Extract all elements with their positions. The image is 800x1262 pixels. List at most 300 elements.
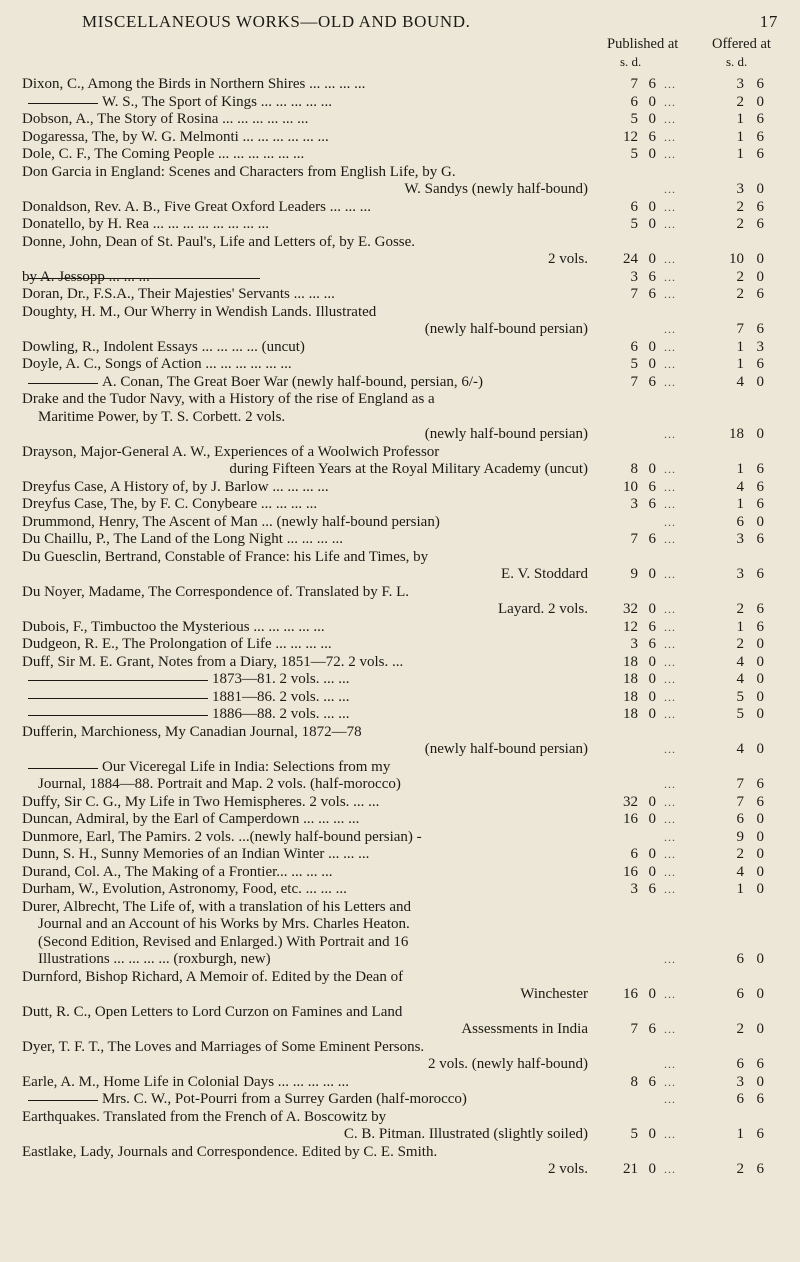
entry-line — [22, 374, 784, 392]
catalogue-entry — [22, 899, 784, 969]
offered-shillings: 7 — [736, 321, 744, 337]
entry-text: (newly half-bound persian) — [424, 741, 588, 757]
offered-shillings: 2 — [736, 636, 744, 652]
entry-text: Layard. 2 vols. — [498, 601, 588, 617]
entry-line — [22, 321, 784, 339]
offered-pence: 6 — [756, 321, 764, 337]
leader-dots: ... — [664, 199, 676, 214]
published-shillings — [614, 829, 638, 847]
entry-line — [22, 1144, 784, 1162]
leader-dots: ... — [664, 812, 676, 826]
leader-dots: ... — [664, 112, 676, 126]
published-shillings: 5 — [630, 146, 638, 162]
leader-dots: ... — [664, 742, 676, 756]
entry-text: Dobson, A., The Story of Rosina ... ... ... ... ... ... — [22, 111, 309, 127]
catalogue-entry — [22, 846, 784, 864]
entry-line — [22, 514, 784, 532]
entry-line — [22, 1056, 784, 1074]
catalogue-entry — [22, 356, 784, 374]
entry-text: by A. Jessopp ... ... ... — [22, 269, 588, 287]
entry-text: Earle, A. M., Home Life in Colonial Days ... ... ... ... ... — [22, 1073, 350, 1090]
offered-shillings: 1 — [736, 1126, 744, 1142]
leader-dots: ... — [664, 374, 676, 389]
entry-text: Dyer, T. F. T., The Loves and Marriages of Some Eminent Persons. — [22, 1038, 425, 1055]
offered-shillings: 7 — [736, 776, 744, 792]
offered-shillings: 2 — [736, 1161, 744, 1177]
published-pence: 6 — [648, 268, 656, 285]
offered-shillings: 2 — [736, 216, 744, 232]
offered-pence: 0 — [756, 881, 764, 897]
leader-dots: ... — [664, 689, 676, 704]
entry-line — [22, 619, 784, 637]
published-pence: 0 — [648, 793, 656, 810]
offered-pence: 0 — [756, 426, 764, 442]
entry-line — [22, 251, 784, 269]
leader-dots: ... — [664, 847, 676, 861]
published-pence: 6 — [648, 531, 656, 547]
entry-text: Dreyfus Case, The, by F. C. Conybeare ... ... ... ... — [22, 496, 318, 512]
entry-line — [22, 129, 784, 147]
catalogue-entry — [22, 111, 784, 129]
offered-shillings: 3 — [736, 76, 744, 92]
published-shillings — [614, 181, 638, 199]
entry-text: Dunmore, Earl, The Pamirs. 2 vols. ...(newly half-bound persian) - — [22, 828, 422, 845]
offered-shillings: 6 — [736, 986, 744, 1002]
leader-dots: ... — [664, 637, 676, 651]
published-shillings: 10 — [623, 478, 638, 495]
leader-dots: ... — [664, 497, 676, 511]
offered-shillings: 3 — [736, 181, 744, 197]
entry-text: A. Conan, The Great Boer War (newly half-bound, persian, 6/-) — [22, 374, 588, 392]
entry-line — [22, 741, 784, 759]
entry-text: Journal and an Account of his Works by Mrs. Charles Heaton. — [38, 916, 410, 932]
published-pence: 0 — [648, 811, 656, 827]
published-shillings: 12 — [623, 618, 638, 635]
offered-pence: 6 — [756, 531, 764, 547]
published-shillings — [614, 776, 638, 794]
entry-text: Duffy, Sir C. G., My Life in Two Hemispheres. 2 vols. ... ... — [22, 793, 380, 810]
published-shillings: 8 — [630, 1073, 638, 1090]
offered-pence: 6 — [756, 1091, 764, 1107]
entry-text: Eastlake, Lady, Journals and Correspondence. Edited by C. E. Smith. — [22, 1143, 438, 1160]
offered-pence: 0 — [756, 671, 764, 687]
entry-line — [22, 531, 784, 549]
published-pence — [642, 776, 656, 794]
leader-dots: ... — [664, 829, 676, 844]
entry-text: Doyle, A. C., Songs of Action ... ... ... ... ... ... — [22, 356, 292, 372]
published-shillings — [614, 1056, 638, 1074]
leader-dots: ... — [664, 654, 676, 669]
entry-text: Du Noyer, Madame, The Correspondence of. Translated by F. L. — [22, 583, 410, 600]
published-pence: 0 — [648, 846, 656, 862]
offered-pence: 0 — [756, 846, 764, 862]
offered-shillings: 3 — [736, 1073, 744, 1090]
entry-line — [22, 549, 784, 567]
catalogue-entry — [22, 811, 784, 829]
catalogue-entry — [22, 1144, 784, 1179]
published-pence: 0 — [648, 566, 656, 582]
offered-pence: 0 — [756, 706, 764, 722]
entry-line — [22, 199, 784, 217]
published-pence: 6 — [648, 128, 656, 145]
offered-shillings: 4 — [736, 863, 744, 880]
column-headers — [22, 36, 784, 76]
published-shillings: 8 — [630, 461, 638, 477]
leader-dots: ... — [664, 1022, 676, 1036]
entry-text: Don Garcia in England: Scenes and Characters from English Life, by G. — [22, 163, 456, 180]
catalogue-entry — [22, 549, 784, 584]
entry-text: Earthquakes. Translated from the French of A. Boscowitz by — [22, 1108, 387, 1125]
published-shillings — [614, 951, 638, 969]
entry-line — [22, 846, 784, 864]
entry-line — [22, 269, 784, 287]
leader-dots: ... — [664, 619, 676, 634]
entry-line — [22, 339, 784, 357]
published-pence: 0 — [648, 356, 656, 372]
catalogue-entry — [22, 689, 784, 707]
leader-dots: ... — [664, 322, 676, 336]
entry-line — [22, 951, 784, 969]
catalogue-entry — [22, 1091, 784, 1109]
catalogue-entry — [22, 864, 784, 882]
published-shillings: 32 — [623, 601, 638, 617]
published-pence: 0 — [648, 146, 656, 162]
leader-dots: ... — [664, 427, 676, 441]
published-shillings: 6 — [630, 198, 638, 215]
catalogue-entry — [22, 129, 784, 147]
catalogue-entry — [22, 724, 784, 759]
leader-dots: ... — [664, 182, 676, 196]
leader-dots: ... — [664, 567, 676, 581]
leader-dots: ... — [664, 479, 676, 494]
published-shillings: 24 — [623, 251, 638, 267]
published-pence: 0 — [648, 111, 656, 127]
offered-pence: 0 — [756, 268, 764, 285]
entry-line — [22, 1109, 784, 1127]
entry-text: Dutt, R. C., Open Letters to Lord Curzon on Famines and Land — [22, 1003, 403, 1020]
published-pence — [642, 951, 656, 969]
offered-shillings: 4 — [736, 671, 744, 687]
entry-list — [22, 76, 784, 1179]
entry-text: Dole, C. F., The Coming People ... ... ... ... ... ... — [22, 146, 305, 162]
leader-dots: ... — [664, 94, 676, 109]
entry-text: Du Guesclin, Bertrand, Constable of France: his Life and Times, by — [22, 548, 429, 565]
catalogue-entry — [22, 531, 784, 549]
published-shillings — [614, 741, 638, 759]
published-units: s. d. — [620, 54, 642, 69]
published-pence: 0 — [648, 338, 656, 355]
offered-shillings: 5 — [736, 688, 744, 705]
offered-shillings: 4 — [736, 653, 744, 670]
offered-shillings: 6 — [736, 1056, 744, 1072]
entry-line — [22, 216, 784, 234]
published-pence: 6 — [648, 636, 656, 652]
offered-pence: 0 — [756, 513, 764, 530]
entry-text: Winchester — [520, 986, 588, 1002]
published-pence: 0 — [648, 671, 656, 687]
offered-shillings: 1 — [736, 618, 744, 635]
published-pence: 0 — [648, 93, 656, 110]
entry-text: Dudgeon, R. E., The Prolongation of Life ... ... ... ... — [22, 636, 332, 652]
leader-dots: ... — [664, 707, 676, 721]
offered-pence: 6 — [756, 461, 764, 477]
leader-dots: ... — [664, 1162, 676, 1176]
offered-pence: 6 — [756, 286, 764, 302]
published-pence — [642, 1056, 656, 1074]
catalogue-entry — [22, 514, 784, 532]
offered-shillings: 1 — [736, 146, 744, 162]
leader-dots: ... — [664, 777, 676, 791]
entry-line — [22, 94, 784, 112]
entry-line — [22, 706, 784, 724]
published-pence: 0 — [648, 688, 656, 705]
entry-line — [22, 356, 784, 374]
catalogue-entry — [22, 339, 784, 357]
entry-text: Dubois, F., Timbuctoo the Mysterious ... ... ... ... ... — [22, 618, 325, 635]
catalogue-entry — [22, 479, 784, 497]
offered-pence: 0 — [756, 93, 764, 110]
catalogue-entry — [22, 391, 784, 444]
offered-pence: 0 — [756, 811, 764, 827]
catalogue-entry — [22, 199, 784, 217]
offered-pence: 0 — [756, 373, 764, 390]
catalogue-entry — [22, 829, 784, 847]
published-pence: 6 — [648, 1073, 656, 1090]
entry-text: Drake and the Tudor Navy, with a History of the rise of England as a — [22, 391, 435, 407]
entry-text: (Second Edition, Revised and Enlarged.) With Portrait and 16 — [38, 933, 409, 950]
leader-dots: ... — [664, 514, 676, 529]
entry-line — [22, 776, 784, 794]
catalogue-entry — [22, 496, 784, 514]
leader-dots: ... — [664, 77, 676, 91]
catalogue-entry — [22, 636, 784, 654]
published-pence: 0 — [648, 251, 656, 267]
entry-text: Dunn, S. H., Sunny Memories of an Indian Winter ... ... ... — [22, 846, 370, 862]
published-shillings — [614, 426, 638, 444]
offered-shillings: 1 — [736, 356, 744, 372]
offered-shillings: 4 — [736, 741, 744, 757]
catalogue-entry — [22, 1109, 784, 1144]
leader-dots: ... — [664, 269, 676, 284]
entry-line — [22, 1091, 784, 1109]
catalogue-entry — [22, 881, 784, 899]
published-pence: 6 — [648, 373, 656, 390]
leader-dots: ... — [664, 987, 676, 1001]
published-shillings: 6 — [630, 338, 638, 355]
published-pence — [642, 741, 656, 759]
entry-line — [22, 566, 784, 584]
leader-dots: ... — [664, 462, 676, 476]
published-shillings: 7 — [630, 531, 638, 547]
entry-text: Duncan, Admiral, by the Earl of Camperdown ... ... ... ... — [22, 811, 360, 827]
entry-line — [22, 76, 784, 94]
entry-line — [22, 444, 784, 462]
entry-line — [22, 286, 784, 304]
entry-line — [22, 899, 784, 917]
offered-pence: 0 — [756, 251, 764, 267]
entry-text: (newly half-bound persian) — [424, 321, 588, 337]
published-shillings: 6 — [630, 846, 638, 862]
entry-text: 2 vols. — [547, 1161, 588, 1177]
entry-line — [22, 164, 784, 182]
offered-pence: 0 — [756, 986, 764, 1002]
published-shillings: 16 — [623, 986, 638, 1002]
offered-pence: 0 — [756, 181, 764, 197]
offered-shillings: 1 — [736, 338, 744, 355]
leader-dots: ... — [664, 357, 676, 371]
catalogue-entry — [22, 269, 784, 287]
published-shillings: 7 — [630, 286, 638, 302]
published-column-header: Published at — [607, 36, 679, 52]
offered-shillings: 6 — [736, 811, 744, 827]
offered-pence: 6 — [756, 496, 764, 512]
offered-pence: 6 — [756, 198, 764, 215]
offered-pence: 6 — [756, 618, 764, 635]
entry-text: Illustrations ... ... ... ... (roxburgh, new) — [38, 951, 271, 967]
offered-pence: 6 — [756, 128, 764, 145]
entry-line — [22, 811, 784, 829]
published-pence: 0 — [648, 863, 656, 880]
offered-shillings: 3 — [736, 531, 744, 547]
published-shillings — [614, 514, 638, 532]
offered-shillings: 1 — [736, 496, 744, 512]
offered-shillings: 3 — [736, 566, 744, 582]
published-shillings: 6 — [630, 93, 638, 110]
published-pence — [642, 321, 656, 339]
leader-dots: ... — [664, 1092, 676, 1106]
entry-line — [22, 671, 784, 689]
catalogue-entry — [22, 76, 784, 94]
offered-pence: 6 — [756, 356, 764, 372]
entry-line — [22, 759, 784, 777]
entry-text: Durham, W., Evolution, Astronomy, Food, etc. ... ... ... — [22, 881, 347, 897]
entry-line — [22, 496, 784, 514]
leader-dots: ... — [664, 952, 676, 966]
entry-text: Doran, Dr., F.S.A., Their Majesties' Servants ... ... ... — [22, 286, 335, 302]
entry-text: Mrs. C. W., Pot-Pourri from a Surrey Garden (half-morocco) — [22, 1091, 588, 1109]
entry-text: Donatello, by H. Rea ... ... ... ... ... ... ... ... — [22, 216, 270, 232]
published-shillings: 16 — [623, 811, 638, 827]
leader-dots: ... — [664, 1074, 676, 1089]
catalogue-entry — [22, 216, 784, 234]
catalogue-entry — [22, 444, 784, 479]
entry-line — [22, 111, 784, 129]
entry-line — [22, 794, 784, 812]
catalogue-entry — [22, 1004, 784, 1039]
published-shillings: 9 — [630, 566, 638, 582]
entry-text: Donne, John, Dean of St. Paul's, Life and Letters of, by E. Gosse. — [22, 233, 416, 250]
published-pence: 6 — [648, 881, 656, 897]
offered-pence: 6 — [756, 216, 764, 232]
offered-pence: 6 — [756, 776, 764, 792]
entry-text: E. V. Stoddard — [501, 566, 588, 582]
offered-shillings: 2 — [736, 93, 744, 110]
published-shillings: 32 — [623, 793, 638, 810]
published-pence — [642, 514, 656, 532]
published-shillings: 5 — [630, 356, 638, 372]
offered-shillings: 1 — [736, 881, 744, 897]
catalogue-entry — [22, 234, 784, 269]
offered-pence: 0 — [756, 688, 764, 705]
entry-line — [22, 146, 784, 164]
offered-shillings: 2 — [736, 268, 744, 285]
published-pence: 0 — [648, 216, 656, 232]
leader-dots: ... — [664, 1127, 676, 1141]
entry-line — [22, 181, 784, 199]
leader-dots: ... — [664, 864, 676, 879]
catalogue-entry — [22, 1074, 784, 1092]
catalogue-entry — [22, 794, 784, 812]
offered-shillings: 7 — [736, 793, 744, 810]
published-pence: 6 — [648, 618, 656, 635]
entry-text: 1886—88. 2 vols. ... ... — [22, 706, 588, 724]
offered-shillings: 2 — [736, 846, 744, 862]
offered-pence: 6 — [756, 793, 764, 810]
catalogue-entry — [22, 759, 784, 794]
published-shillings: 3 — [630, 636, 638, 652]
leader-dots: ... — [664, 339, 676, 354]
offered-shillings: 5 — [736, 706, 744, 722]
offered-pence: 6 — [756, 1126, 764, 1142]
published-shillings: 16 — [623, 863, 638, 880]
published-pence — [642, 1091, 656, 1109]
entry-line — [22, 601, 784, 619]
catalogue-entry — [22, 584, 784, 619]
leader-dots: ... — [664, 252, 676, 266]
catalogue-entry — [22, 164, 784, 199]
offered-shillings: 18 — [729, 426, 744, 442]
published-shillings: 5 — [630, 216, 638, 232]
entry-line — [22, 881, 784, 899]
offered-shillings: 10 — [729, 251, 744, 267]
offered-pence: 0 — [756, 636, 764, 652]
entry-line — [22, 1126, 784, 1144]
catalogue-entry — [22, 94, 784, 112]
entry-text: Our Viceregal Life in India: Selections from my — [22, 759, 588, 777]
catalogue-entry — [22, 969, 784, 1004]
entry-text: Dreyfus Case, A History of, by J. Barlow ... ... ... ... — [22, 478, 329, 495]
offered-pence: 6 — [756, 1056, 764, 1072]
leader-dots: ... — [664, 532, 676, 546]
offered-pence: 0 — [756, 1021, 764, 1037]
leader-dots: ... — [664, 882, 676, 896]
leader-dots: ... — [664, 147, 676, 161]
leader-dots: ... — [664, 217, 676, 231]
offered-pence: 0 — [756, 653, 764, 670]
published-shillings: 7 — [630, 76, 638, 92]
published-pence: 6 — [648, 496, 656, 512]
entry-text: Doughty, H. M., Our Wherry in Wendish Lands. Illustrated — [22, 303, 377, 320]
offered-pence: 6 — [756, 76, 764, 92]
entry-line — [22, 1039, 784, 1057]
catalogue-entry — [22, 619, 784, 637]
published-pence: 6 — [648, 478, 656, 495]
published-shillings: 18 — [623, 653, 638, 670]
entry-line — [22, 409, 784, 427]
entry-text: Drayson, Major-General A. W., Experiences of a Woolwich Professor — [22, 443, 440, 460]
published-shillings — [614, 1091, 638, 1109]
entry-line — [22, 934, 784, 952]
leader-dots: ... — [664, 794, 676, 809]
entry-text: W. Sandys (newly half-bound) — [404, 181, 588, 197]
entry-text: W. S., The Sport of Kings ... ... ... ... ... — [22, 94, 588, 112]
published-pence — [642, 829, 656, 847]
published-pence: 0 — [648, 986, 656, 1002]
entry-line — [22, 724, 784, 742]
offered-column-header: Offered at — [712, 36, 771, 52]
entry-line — [22, 426, 784, 444]
published-shillings: 18 — [623, 671, 638, 687]
